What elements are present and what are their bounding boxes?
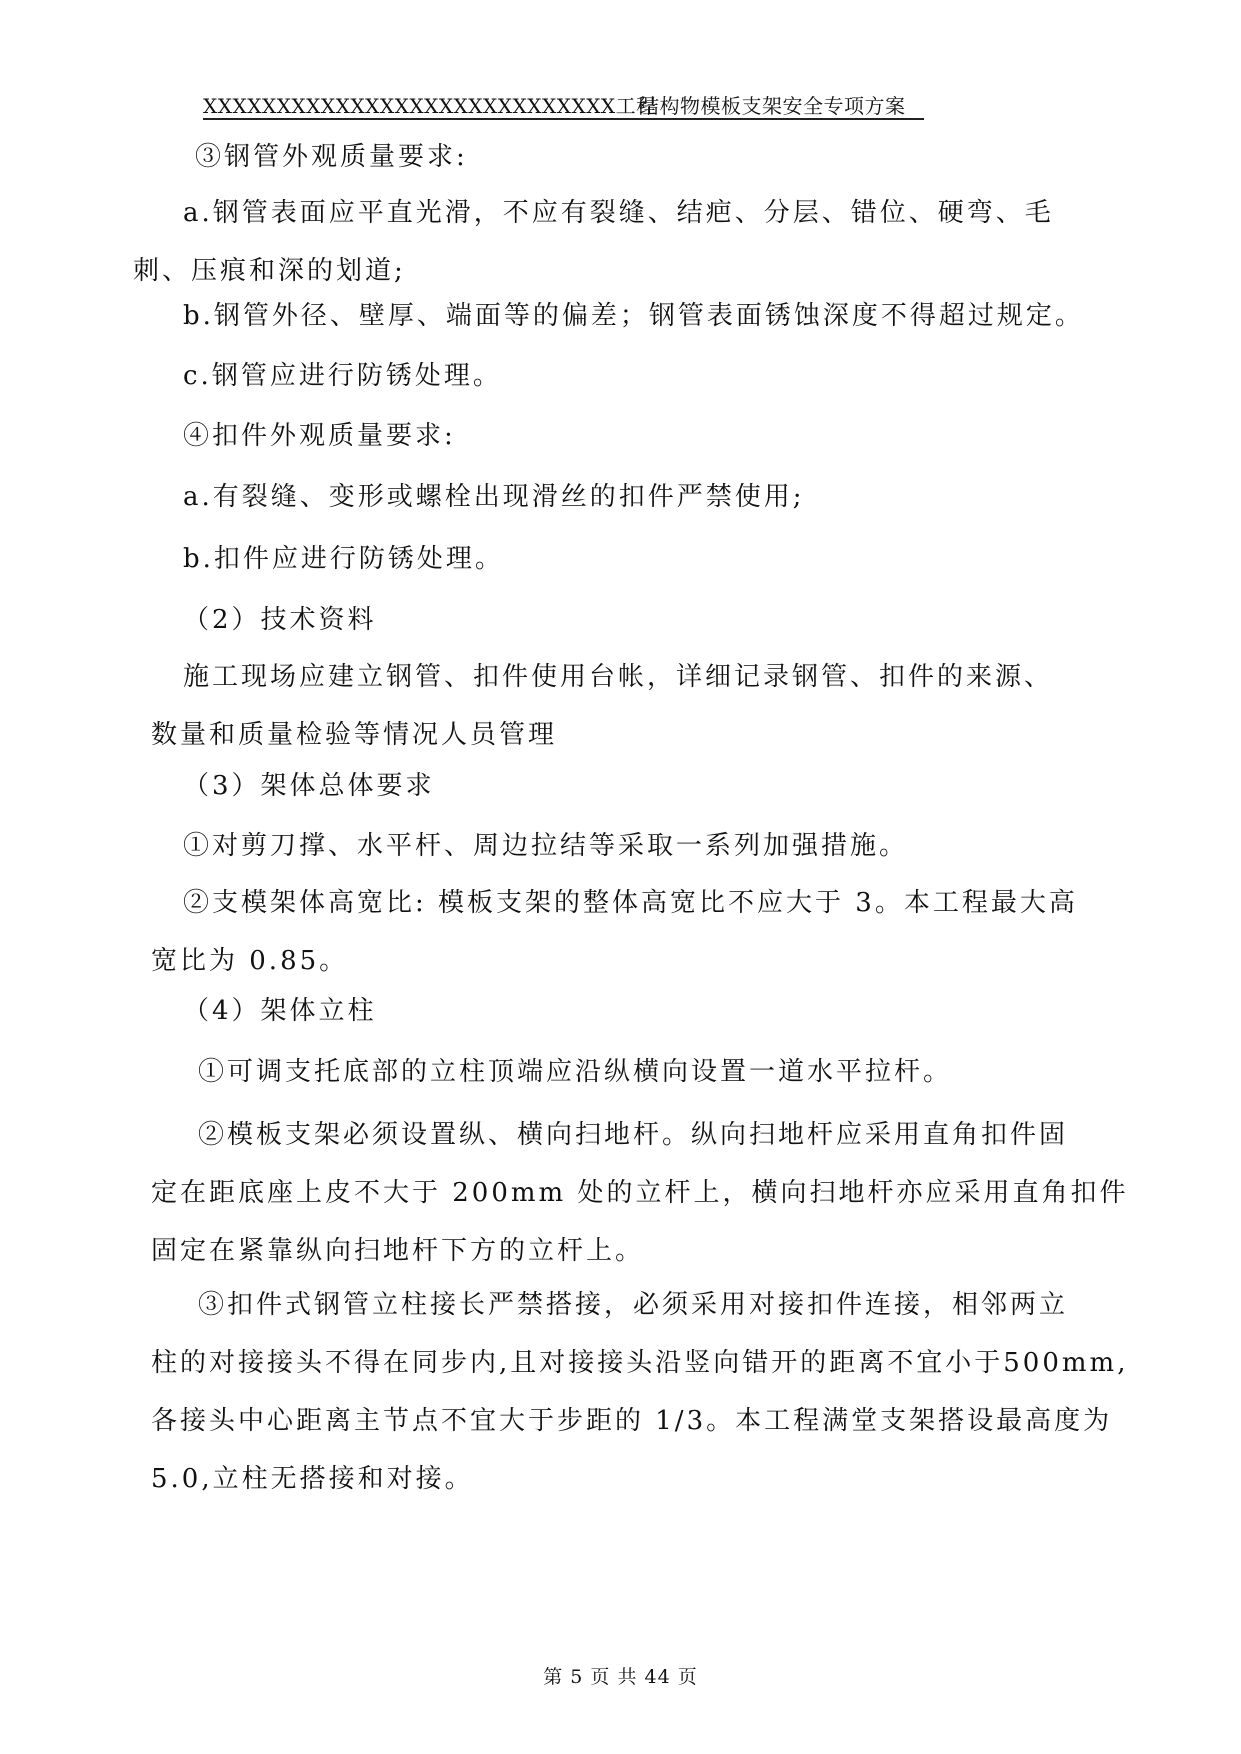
paragraph	[183, 530, 1123, 588]
text-line: 刺、压痕和深的划道;	[133, 256, 406, 286]
paragraph	[183, 982, 1123, 1040]
text-line: ①对剪刀撑、水平杆、周边拉结等采取一系列加强措施。	[183, 831, 909, 861]
text-line: a.有裂缝、变形或螺栓出现滑丝的扣件严禁使用;	[183, 482, 805, 512]
paragraph	[183, 757, 1123, 815]
page-header	[203, 88, 924, 120]
text-line: ③钢管外观质量要求:	[195, 142, 468, 172]
text-line: （2）技术资料	[183, 605, 377, 635]
text-line: c.钢管应进行防锈处理。	[183, 361, 502, 391]
header-document-title: 结构物模板支架安全专项方案	[639, 94, 906, 118]
text-line: 各接头中心距离主节点不宜大于步距的 1/3。本工程满堂支架搭设最高度为	[151, 1406, 1113, 1436]
text-line: 5.0,立柱无搭接和对接。	[151, 1464, 474, 1494]
text-line: ①可调支托底部的立柱顶端应沿纵横向设置一道水平拉杆。	[198, 1057, 953, 1087]
text-line: （4）架体立柱	[183, 996, 377, 1026]
page-number: 第 5 页 共 44 页	[543, 1666, 698, 1688]
text-line: ②支模架体高宽比: 模板支架的整体高宽比不应大于 3。本工程最大高	[183, 888, 1078, 918]
text-line: （3）架体总体要求	[183, 771, 435, 801]
text-line: ②模板支架必须设置纵、横向扫地杆。纵向扫地杆应采用直角扣件固	[198, 1120, 1069, 1150]
paragraph	[183, 287, 1123, 345]
paragraph	[198, 1043, 1138, 1101]
paragraph	[183, 817, 1123, 875]
paragraph	[183, 591, 1123, 649]
text-line: a.钢管表面应平直光滑，不应有裂缝、结疤、分层、错位、硬弯、毛	[183, 198, 1054, 228]
text-line: b.钢管外径、壁厚、端面等的偏差；钢管表面锈蚀深度不得超过规定。	[183, 301, 1084, 331]
paragraph	[151, 874, 1123, 990]
text-line: ③扣件式钢管立柱接长严禁搭接，必须采用对接扣件连接，相邻两立	[198, 1290, 1069, 1320]
paragraph	[133, 184, 1123, 300]
paragraph	[151, 648, 1123, 764]
text-line: 宽比为 0.85。	[151, 946, 349, 976]
page-footer	[0, 1662, 1241, 1689]
paragraph	[151, 1276, 1138, 1508]
header-project-name: XXXXXXXXXXXXXXXXXXXXXXXXXXXX工程	[203, 94, 657, 118]
text-line: 数量和质量检验等情况人员管理	[151, 720, 558, 750]
text-line: 施工现场应建立钢管、扣件使用台帐，详细记录钢管、扣件的来源、	[183, 662, 1054, 692]
text-line: ④扣件外观质量要求:	[183, 421, 456, 451]
paragraph	[183, 407, 1123, 465]
paragraph	[183, 347, 1123, 405]
text-line: b.扣件应进行防锈处理。	[183, 544, 504, 574]
text-line: 柱的对接接头不得在同步内,且对接接头沿竖向错开的距离不宜小于500mm,	[151, 1348, 1129, 1378]
text-line: 固定在紧靠纵向扫地杆下方的立杆上。	[151, 1236, 645, 1266]
paragraph	[151, 1106, 1138, 1280]
paragraph	[195, 128, 1135, 186]
paragraph	[183, 468, 1123, 526]
text-line: 定在距底座上皮不大于 200mm 处的立杆上，横向扫地杆亦应采用直角扣件	[151, 1178, 1129, 1208]
